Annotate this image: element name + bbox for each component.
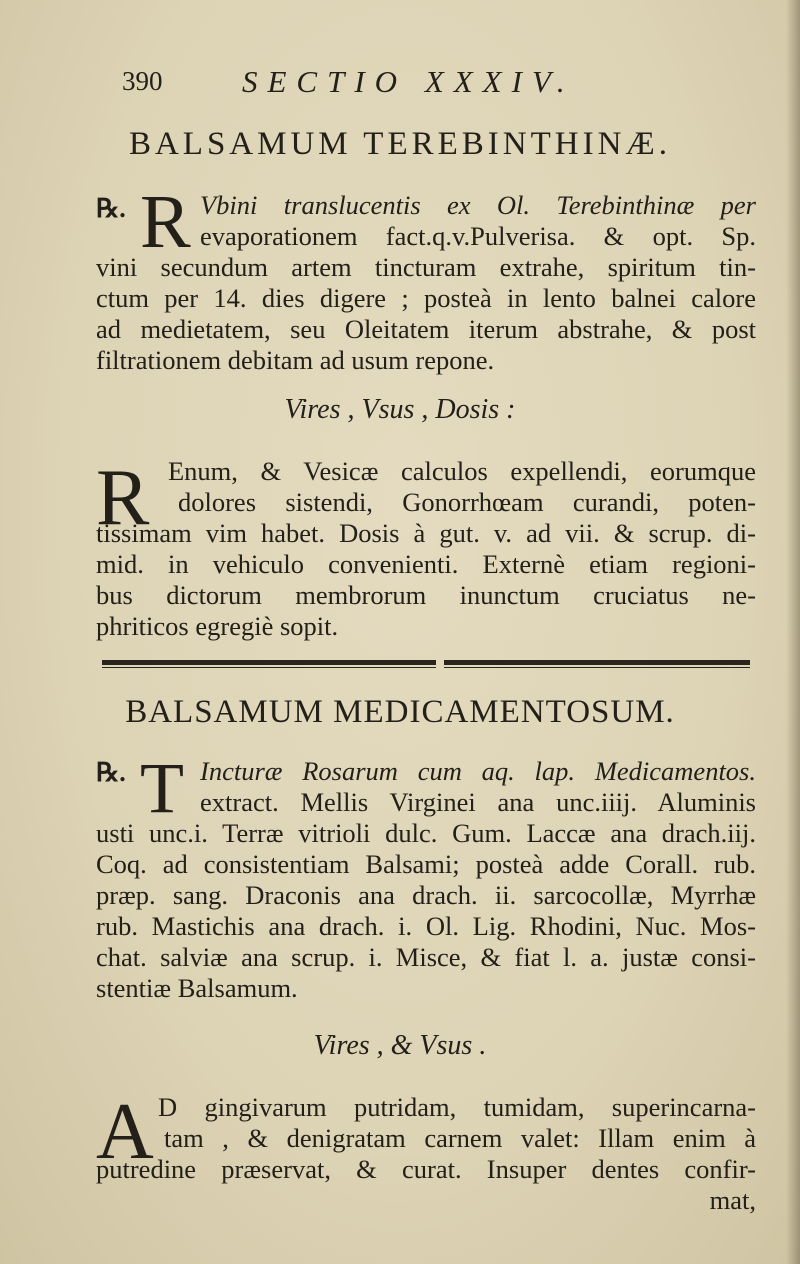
running-title: SECTIO XXXIV.: [242, 64, 575, 99]
text-line: vini secundum artem tincturam extrahe, spiritum tin-: [96, 252, 756, 282]
text-line: Coq. ad consistentiam Balsami; posteà adde Corall. rub.: [96, 849, 756, 879]
text-line: præp. sang. Draconis ana drach. ii. sarcocollæ, Myrrhæ: [96, 880, 756, 910]
text-line: rub. Mastichis ana drach. i. Ol. Lig. Rhodini, Nuc. Mos-: [96, 911, 756, 941]
text-line: usti unc.i. Terræ vitrioli dulc. Gum. Laccæ ana drach.iij.: [96, 818, 756, 848]
text-line: tissimam vim habet. Dosis à gut. v. ad vii. & scrup. di-: [96, 518, 756, 548]
text-line: D gingivarum putridam, tumidam, superincarna-: [158, 1092, 756, 1122]
text-line: ctum per 14. dies digere ; posteà in lento balnei calore: [96, 283, 756, 313]
recipe-symbol: ℞.: [96, 194, 126, 223]
text-line: evaporationem fact.q.v.Pulverisa. & opt. Sp.: [200, 221, 756, 251]
divider-rule: [444, 660, 750, 665]
text-line: tam , & denigratam carnem valet: Illam enim à: [164, 1123, 756, 1153]
text-line: Incturæ Rosarum cum aq. lap. Medicamentos.: [200, 756, 756, 786]
drop-cap: T: [140, 748, 184, 828]
subheading-vires-usus-dosis: Vires , Vsus , Dosis :: [284, 394, 516, 425]
section-heading-balsamum-medicamentosum: BALSAMUM MEDICAMENTOSUM.: [125, 694, 675, 730]
drop-cap: A: [96, 1088, 154, 1176]
divider-rule: [102, 660, 436, 665]
running-head: [122, 66, 732, 106]
recipe-symbol: ℞.: [96, 758, 126, 787]
subheading-vires-usus: Vires , & Vsus .: [313, 1030, 487, 1061]
text-line: mat,: [709, 1185, 756, 1215]
text-line: dolores sistendi, Gonorrhœam curandi, poten-: [178, 487, 756, 517]
text-line: Vbini translucentis ex Ol. Terebinthinæ per: [200, 190, 756, 220]
text-line: chat. salviæ ana scrup. i. Misce, & fiat l. a. justæ consi-: [96, 942, 756, 972]
text-line: bus dictorum membrorum inunctum cruciatus ne-: [96, 580, 756, 610]
page-edge-shadow: [786, 0, 800, 1264]
text-line: extract. Mellis Virginei ana unc.iiij. Aluminis: [200, 787, 756, 817]
drop-cap: R: [140, 180, 191, 264]
text-line: filtrationem debitam ad usum repone.: [96, 345, 495, 375]
drop-cap: R: [96, 454, 150, 542]
text-line: mid. in vehiculo convenienti. Externè etiam regioni-: [96, 549, 756, 579]
text-line: phriticos egregiè sopit.: [96, 611, 339, 641]
text-line: Enum, & Vesicæ calculos expellendi, eorumque: [168, 456, 756, 486]
section-heading-balsamum-terebinthinae: BALSAMUM TEREBINTHINÆ.: [128, 126, 672, 162]
text-line: stentiæ Balsamum.: [96, 973, 298, 1003]
text-line: putredine præservat, & curat. Insuper dentes confir-: [96, 1154, 756, 1184]
page-number: 390: [122, 66, 163, 96]
text-line: ad medietatem, seu Oleitatem iterum abstrahe, & post: [96, 314, 756, 344]
